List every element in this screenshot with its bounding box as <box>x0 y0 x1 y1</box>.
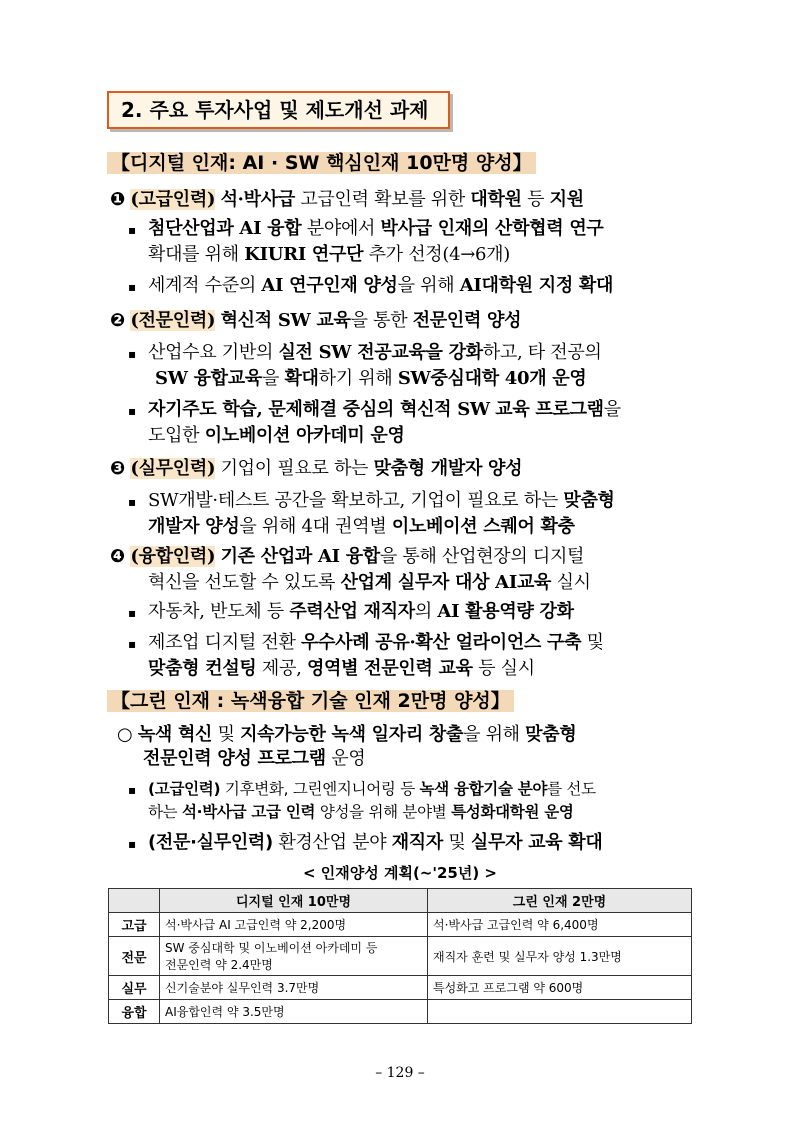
d3b1-a: SW개발·테스트 공간을 확보하고, 기업이 필요로 하는 <box>148 490 558 511</box>
d1-t2: 고급인력 확보를 위한 <box>300 189 465 210</box>
d2b1-c: 하고, 타 전공의 <box>482 342 602 363</box>
digital-item-2 <box>110 307 521 335</box>
g1-d: 을 위해 <box>463 724 520 745</box>
d2b2-b: 교육 프로그램 <box>495 399 604 420</box>
d2b1-f: 확대 <box>284 368 319 389</box>
marker-circle: ○ <box>117 724 133 745</box>
d3b1-c: 개발자 양성 <box>148 516 240 537</box>
d1b1-e: KIURI 연구단 <box>244 244 364 265</box>
d4b2-d: 맞춤형 컨설팅 <box>148 658 257 679</box>
g1b1-e: 하는 <box>148 803 178 821</box>
d4-t4: 산업계 실무자 대상 AI <box>340 572 517 593</box>
d4b2-g: 등 실시 <box>478 658 535 679</box>
d4b2-a: 제조업 디지털 전환 <box>148 632 296 653</box>
green-header-label: 【그린 인재 : 녹색융합 기술 인재 2만명 양성】 <box>107 690 514 712</box>
g1-c: 지속가능한 녹색 일자리 창출 <box>240 724 464 745</box>
d1-t1: 석·박사급 <box>220 189 295 210</box>
d1-t4: 등 <box>527 189 545 210</box>
cell-green: 석·박사급 고급인력 약 6,400명 <box>428 913 692 937</box>
section-title: 2. 주요 투자사업 및 제도개선 과제 <box>107 91 450 129</box>
cell-digital: 석·박사급 AI 고급인력 약 2,200명 <box>160 913 428 937</box>
d1-bullet-1 <box>128 215 604 244</box>
cell-green: 특성화고 프로그램 약 600명 <box>428 976 692 1000</box>
table-row <box>109 976 692 1000</box>
d4-t6: 실시 <box>556 572 591 593</box>
g1-e: 맞춤형 <box>525 724 577 745</box>
digital-header <box>107 150 536 176</box>
d2b1-a: 산업수요 기반의 <box>148 342 274 363</box>
row-label: 융합 <box>109 1000 160 1024</box>
d2-bullet-1-cont <box>155 365 586 393</box>
d4b1-c: 의 <box>414 601 432 622</box>
bullet-icon: ▪ <box>128 637 136 651</box>
d4b2-b: 우수사례 공유·확산 얼라이언스 구축 <box>300 632 582 653</box>
table-header-row <box>109 889 692 913</box>
g1b2-b: 환경산업 분야 <box>278 832 387 853</box>
d1b2-d: AI대학원 지정 확대 <box>459 275 614 296</box>
d2b2-d: 도입한 <box>148 425 200 446</box>
d3-t2: 맞춤형 개발자 양성 <box>373 458 523 479</box>
d4b2-f: 영역별 전문인력 교육 <box>306 658 473 679</box>
cell-green <box>428 1000 692 1024</box>
d1b2-c: 을 위해 <box>397 275 455 296</box>
bullet-icon: ▪ <box>128 223 136 237</box>
d2b1-b: 실전 SW 전공교육을 강화 <box>278 342 483 363</box>
row-label: 전문 <box>109 937 160 976</box>
row-label: 고급 <box>109 913 160 937</box>
table-header-digital: 디지털 인재 10만명 <box>160 889 428 913</box>
table-header-empty <box>109 889 160 913</box>
d1b2-b: AI 연구인재 양성 <box>261 275 398 296</box>
d4b2-e: 제공, <box>261 658 302 679</box>
table-row <box>109 913 692 937</box>
marker-1: ❶ <box>110 189 125 210</box>
d4-bullet-2 <box>128 629 604 658</box>
d4b1-a: 자동차, 반도체 등 <box>148 601 284 622</box>
g1b1-g: 양성을 위해 분야별 <box>319 803 447 821</box>
d4-t5: 교육 <box>516 572 552 593</box>
d2-bullet-2 <box>128 396 621 425</box>
bullet-icon: ▪ <box>128 606 136 620</box>
table-row <box>109 1000 692 1024</box>
d4b2-c: 및 <box>586 632 604 653</box>
d2-bullet-2-cont <box>148 422 405 450</box>
digital-item-4-cont <box>148 569 591 597</box>
d2-bullet-1 <box>128 339 602 368</box>
tag-convergence: (융합인력) <box>130 546 216 567</box>
g1b2-e: 실무자 교육 확대 <box>470 832 603 853</box>
d4-t3: 혁신을 선도할 수 있도록 <box>148 572 336 593</box>
d4-bullet-1 <box>128 598 574 627</box>
d2b2-a: 자기주도 학습, 문제해결 중심의 혁신적 SW <box>148 399 490 420</box>
d3b1-e: 이노베이션 스퀘어 확충 <box>391 516 575 537</box>
bullet-icon: ▪ <box>128 783 136 797</box>
g1-b: 및 <box>217 724 235 745</box>
tag-practical: (실무인력) <box>130 458 216 479</box>
g1-f: 전문인력 양성 프로그램 <box>143 748 326 769</box>
d1-t3: 대학원 <box>470 189 522 210</box>
d1-bullet-2 <box>128 272 613 301</box>
g1-g: 운영 <box>331 748 366 769</box>
digital-item-1 <box>110 186 584 214</box>
table-header-green: 그린 인재 2만명 <box>428 889 692 913</box>
d3-bullet-1 <box>128 487 615 516</box>
cell-digital: AI융합인력 약 3.5만명 <box>160 1000 428 1024</box>
bullet-icon: ▪ <box>128 280 136 294</box>
bullet-icon: ▪ <box>128 404 136 418</box>
g-bullet-1-cont <box>148 798 574 826</box>
tag-professional: (전문인력) <box>130 310 216 331</box>
g1b1-d: 를 선도 <box>547 780 596 798</box>
d2-t3: 전문인력 양성 <box>412 310 522 331</box>
d1b2-a: 세계적 수준의 <box>148 275 256 296</box>
marker-3: ❸ <box>110 458 125 479</box>
bullet-icon: ▪ <box>128 347 136 361</box>
d4-t1: 기존 산업과 AI 융합 <box>220 546 380 567</box>
d4-t2: 을 통해 산업현장의 디지털 <box>379 546 585 567</box>
row-label: 실무 <box>109 976 160 1000</box>
d1-bullet-1-cont <box>148 241 510 269</box>
g1b2-c: 재직자 <box>391 832 443 853</box>
d3-bullet-1-cont <box>148 513 575 541</box>
green-item-1-cont <box>143 745 365 773</box>
d1b1-b: 분야에서 <box>306 218 376 239</box>
talent-plan-table <box>108 888 692 1024</box>
d4-bullet-2-cont <box>148 655 535 683</box>
d2-t1: 혁신적 SW 교육 <box>220 310 351 331</box>
green-header <box>107 688 514 714</box>
d1b1-f: 추가 선정(4→6개) <box>368 244 510 265</box>
g-bullet-2 <box>128 829 602 858</box>
d3b1-d: 을 위해 4대 권역별 <box>239 516 387 537</box>
bullet-icon: ▪ <box>128 837 136 851</box>
g1b1-b: 기후변화, 그린엔지니어링 등 <box>224 780 415 798</box>
cell-digital: 신기술분야 실무인력 3.7만명 <box>160 976 428 1000</box>
d4b1-b: 주력산업 재직자 <box>289 601 415 622</box>
page-number: – 129 – <box>375 1065 425 1081</box>
d4b1-d: AI 활용역량 강화 <box>437 601 574 622</box>
d1b1-a: 첨단산업과 AI 융합 <box>148 218 302 239</box>
g1b1-f: 석·박사급 고급 인력 <box>182 803 316 821</box>
g1-a: 녹색 혁신 <box>137 724 213 745</box>
g1b1-c: 녹색 융합기술 분야 <box>419 780 548 798</box>
d2b1-e: 을 <box>261 368 280 389</box>
g1b2-d: 및 <box>448 832 466 853</box>
digital-item-4 <box>110 543 584 571</box>
marker-4: ❹ <box>110 546 125 567</box>
d2b1-d: SW 융합교육 <box>155 368 262 389</box>
digital-item-3 <box>110 455 522 483</box>
bullet-icon: ▪ <box>128 495 136 509</box>
table-caption: < 인재양성 계획(~'25년) > <box>303 864 497 882</box>
d3-t1: 기업이 필요로 하는 <box>220 458 369 479</box>
d1b1-d: 확대를 위해 <box>148 244 239 265</box>
d3b1-b: 맞춤형 <box>563 490 615 511</box>
d1b1-c: 박사급 인재의 산학협력 연구 <box>380 218 604 239</box>
d1-t5: 지원 <box>549 189 584 210</box>
d2-t2: 을 통한 <box>350 310 408 331</box>
d2b2-e: 이노베이션 아카데미 운영 <box>204 425 405 446</box>
g1b1-a: (고급인력) <box>148 780 221 798</box>
table-row <box>109 937 692 976</box>
g1b2-a: (전문·실무인력) <box>148 832 273 853</box>
cell-digital: SW 중심대학 및 이노베이션 아카데미 등 전문인력 약 2.4만명 <box>160 937 428 976</box>
d2b2-c: 을 <box>603 399 621 420</box>
tag-advanced: (고급인력) <box>130 189 216 210</box>
marker-2: ❷ <box>110 310 125 331</box>
digital-header-label: 【디지털 인재: AI · SW 핵심인재 10만명 양성】 <box>107 152 536 174</box>
d2b1-g: 하기 위해 <box>318 368 393 389</box>
cell-green: 재직자 훈련 및 실무자 양성 1.3만명 <box>428 937 692 976</box>
d2b1-h: SW중심대학 40개 운영 <box>397 368 587 389</box>
g1b1-h: 특성화대학원 운영 <box>451 803 574 821</box>
